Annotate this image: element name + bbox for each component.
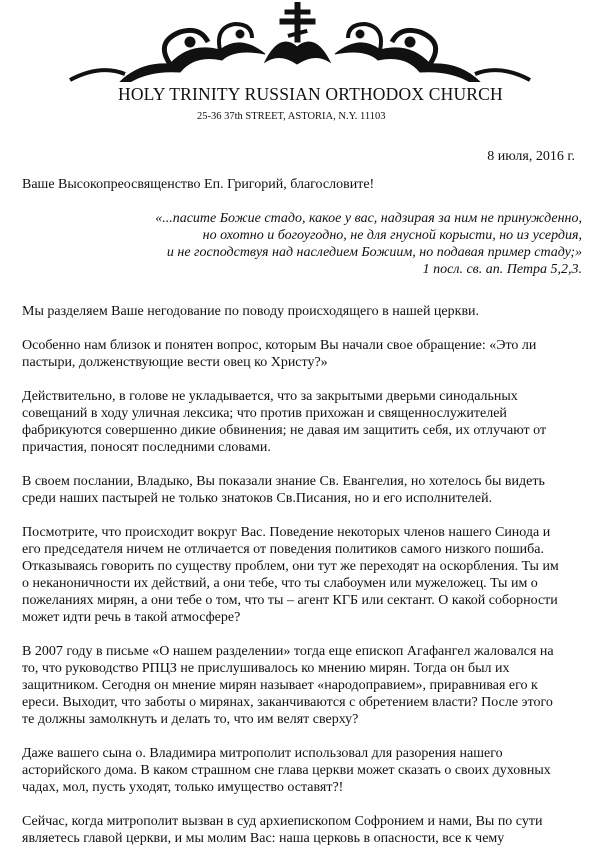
paragraph-line: совещаний в ходу уличная лексика; что против прихожан и священнослужителей bbox=[22, 406, 507, 421]
paragraph-line: пастыри, долженствующие вести овец ко Христу?» bbox=[22, 355, 328, 370]
paragraph-line: среди наших пастырей не только знатоков Св.Писания, но и его исполнителей. bbox=[22, 491, 493, 506]
letter-date: 8 июля, 2016 г. bbox=[487, 149, 575, 164]
body-paragraph bbox=[22, 524, 582, 626]
epigraph-line: но охотно и богоугодно, не для гнусной корысти, но из усердия, bbox=[202, 228, 582, 243]
epigraph-line: «...пасите Божие стадо, какое у вас, надзирая за ним не принужденно, bbox=[155, 211, 582, 226]
paragraph-line: фабрикуются совершенно дикие обвинения; не давая им защитить себя, их отлучают от bbox=[22, 423, 547, 438]
body-paragraph bbox=[22, 303, 582, 320]
body-paragraph bbox=[22, 473, 582, 507]
church-address: 25-36 37th STREET, ASTORIA, N.Y. 11103 bbox=[197, 111, 386, 122]
body-paragraph bbox=[22, 813, 582, 847]
epigraph-quote bbox=[22, 210, 582, 278]
paragraph-line: являетесь главой церкви, и мы молим Вас: наша церковь в опасности, все к чему bbox=[22, 831, 505, 846]
body-paragraph bbox=[22, 643, 582, 728]
letter-paragraphs bbox=[22, 303, 582, 847]
epigraph-line: и не господствуя над наследием Божиим, но подавая пример стаду;» bbox=[166, 245, 582, 260]
paragraph-line: Даже вашего сына о. Владимира митрополит использовал для разорения нашего bbox=[22, 746, 503, 761]
church-name: HOLY TRINITY RUSSIAN ORTHODOX CHURCH bbox=[118, 84, 503, 104]
paragraph-line: его председателя ничем не отличается от поведения политиков самого низкого пошиба. bbox=[22, 542, 544, 557]
paragraph-line: чадах, мол, пусть уходят, только имущество оставят?! bbox=[22, 780, 344, 795]
paragraph-line: В 2007 году в письме «О нашем разделении» тогда еще епископ Агафангел жаловался на bbox=[22, 644, 554, 659]
paragraph-line: Посмотрите, что происходит вокруг Вас. Поведение некоторых членов нашего Синода и bbox=[22, 525, 551, 540]
paragraph-line: Сейчас, когда митрополит вызван в суд архиепископом Софронием и нами, Вы по сути bbox=[22, 814, 543, 829]
salutation: Ваше Высокопреосвященство Еп. Григорий, благословите! bbox=[22, 177, 375, 192]
paragraph-line: Мы разделяем Ваше негодование по поводу происходящего в нашей церкви. bbox=[22, 304, 480, 319]
paragraph-line: Отказываясь говорить по существу проблем, они тут же переходят на оскорбления. Ты им bbox=[22, 559, 559, 574]
epigraph-line: 1 посл. св. ап. Петра 5,2,3. bbox=[422, 262, 582, 277]
paragraph-line: то, что руководство РПЦЗ не прислушивалось ко мнению мирян. Тогда он был их bbox=[22, 661, 510, 676]
paragraph-line: Действительно, в голове не укладывается, что за закрытыми дверьми синодальных bbox=[22, 389, 518, 404]
paragraph-line: пожеланиях мирян, а они тебе о том, что ты – агент КГБ или сектант. О какой соборности bbox=[22, 593, 558, 608]
paragraph-line: В своем послании, Владыко, Вы показали знание Св. Евангелия, но хотелось бы видеть bbox=[22, 474, 545, 489]
body-paragraph bbox=[22, 337, 582, 371]
letter-body bbox=[22, 176, 582, 864]
paragraph-line: Особенно нам близок и понятен вопрос, которым Вы начали свое обращение: «Это ли bbox=[22, 338, 537, 353]
paragraph-line: ереси. Выходит, что заботы о мирянах, заканчиваются с обретением власти? После этого bbox=[22, 695, 553, 710]
body-paragraph bbox=[22, 745, 582, 796]
body-paragraph bbox=[22, 388, 582, 456]
paragraph-line: о неканоничности их действий, а они тебе, что ты слабоумен или мужеложец. Ты им о bbox=[22, 576, 538, 591]
letterhead bbox=[0, 0, 603, 130]
paragraph-line: асторийского дома. В каком страшном сне глава церкви может сказать о своих духовных bbox=[22, 763, 551, 778]
paragraph-line: может идти речь в такой атмосфере? bbox=[22, 610, 241, 625]
paragraph-line: причастия, поносят последними словами. bbox=[22, 440, 271, 455]
church-ornament-icon bbox=[30, 2, 570, 82]
paragraph-line: те должны замолкнуть и делать то, что им велят сверху? bbox=[22, 712, 359, 727]
paragraph-line: защитником. Сегодня он мнение мирян называет «народоправием», приравнивая его к bbox=[22, 678, 538, 693]
